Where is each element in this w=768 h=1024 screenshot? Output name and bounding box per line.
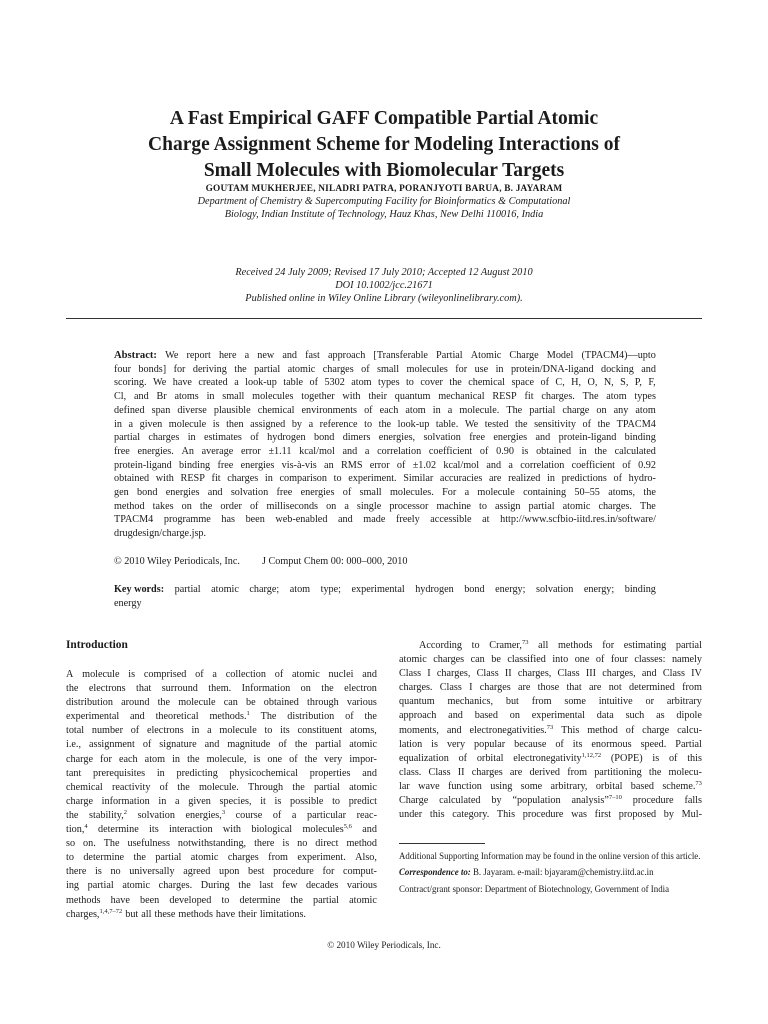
text-line: defined span diverse plausible chemical environments of each atom in a molecule. The partial charge on any atom [114,404,656,416]
journal-citation: J Comput Chem 00: 000–000, 2010 [261,556,408,567]
introduction-left-column [66,668,377,922]
citation-superscript: 1,4,7–72 [99,907,123,915]
header-rule [66,318,702,319]
footnotes [399,850,702,899]
text-line: scoring. We have created a look-up table of 5302 atom types to cover the chemical space of C, H, O, N, S, P, F, [114,377,656,389]
text-line: energy [114,597,142,609]
text-line: Charge calculated by “population analysis”$^{7-10}$ procedure falls [399,794,702,807]
citation-superscript: 5,6 [343,823,352,831]
correspondence-text: B. Jayaram. e-mail: bjayaram@chemistry.iitd.ac.in [472,867,654,878]
published-online: Published online in Wiley Online Library (wileyonlinelibrary.com). [245,293,523,304]
text-line: the stability,$^2$ solvation energies,$^3$ course of a particular reac- [66,808,377,821]
text-line: equalization of orbital electronegativity$^{1,12,72}$ (POPE) is of this [399,751,702,764]
text-line: in a given molecule is then assigned by a reference to the look-up table. We tested the sensitivity of the TPACM4 [114,418,656,430]
copyright-line [114,556,407,567]
citation-superscript: 1 [246,710,250,718]
text-line: gen bond energies and solvation free energies of small molecules. For a molecule containing 50–55 atoms, the [114,487,656,499]
publication-dates [60,266,708,305]
text-line: lation is very popular because of its enormous speed. Partial [399,738,702,750]
citation-superscript: 4 [84,823,88,831]
text-line: A molecule is comprised of a collection of atomic nuclei and [66,669,377,680]
text-line: tion,$^4$ determine its interaction with biological molecules$^{5,6}$ and [66,823,377,836]
citation-superscript: 2 [123,808,127,816]
supporting-info-note: Additional Supporting Information may be found in the online version of this article. [399,851,701,861]
citation-superscript: 73 [695,779,702,787]
paper-title [60,106,708,184]
text-line: there is no universally agreed upon best procedure for comput- [66,866,377,878]
text-line: to determine the partial atomic charges from experiment. Also, [66,852,377,864]
page-footer: © 2010 Wiley Periodicals, Inc. [327,940,441,950]
author-list: GOUTAM MUKHERJEE, NILADRI PATRA, PORANJYOTI BARUA, B. JAYARAM [205,184,563,194]
text-line: total number of electrons in a molecule to its constituent atoms, [66,725,377,737]
abstract-heading: Abstract: [114,350,157,361]
affiliation [60,195,708,221]
text-line: quantum mechanics, but from some intuitive or arbitrary [399,696,702,708]
citation-superscript: 3 [221,808,226,816]
title-line: Small Molecules with Biomolecular Targets [203,160,565,181]
text-line: obtained with RESP fit charges in comparison to experiment. Similar accuracies are realized in predictions of hydro- [114,473,656,485]
correspondence-label: Correspondence to: [399,867,471,878]
text-line: According to Cramer,$^{73}$ all methods for estimating partial [419,639,702,651]
text-line: so on. The usefulness notwithstanding, there is no direct method [66,838,377,850]
text-line: moments, and electronegativities.$^{73}$ This method of charge calcu- [399,723,702,736]
text-line: charges. Class I charges are those that are not determined from [399,682,702,694]
text-line: ing partial atomic charges. During the last few decades various [66,880,377,892]
text-line: Class I charges, Class II charges, Class III charges, and Class IV [399,668,702,680]
text-line: distribution around the molecule can be obtained through various [66,697,377,709]
copyright: © 2010 Wiley Periodicals, Inc. [114,556,240,567]
keywords-heading: Key words: [114,584,165,595]
footnote-rule [399,843,485,844]
text-line: free energies. An average error ±1.11 kcal/mol and a correlation coefficient of 0.90 is obtained in the calculated [114,445,656,457]
received-revised-accepted: Received 24 July 2009; Revised 17 July 2010; Accepted 12 August 2010 [235,267,533,278]
text-line: under this category. This procedure was first proposed by Mul- [399,809,702,821]
text-line: partial charges in estimates of hydrogen bond dimers energies, solvation free energies and protein-ligand binding [114,432,656,444]
text-line: charge information in a given species, it is possible to predict [66,795,377,807]
keywords [114,583,656,610]
text-line: Key words: partial atomic charge; atom type; experimental hydrogen bond energy; solvation energy; binding [114,584,656,595]
text-line: tant prerequisites in predicting physicochemical properties and [66,767,377,779]
text-line: approach and based on experimental data such as dipole [399,710,702,722]
citation-superscript: 1,12,72 [581,751,602,759]
title-line: Charge Assignment Scheme for Modeling Interactions of [148,134,620,155]
text-line: experimental and theoretical methods.$^1$ The distribution of the [66,710,377,723]
abstract [114,349,656,541]
text-line: the electrons that surround them. Information on the electron [66,683,377,695]
citation-superscript: 73 [546,723,554,731]
text-line: chemical reactivity of the molecule. Through the partial atomic [66,781,377,793]
text-line: TPACM4 programme has been web-enabled and made freely accessible at http://www.scfbio-iitd.res.in/software/ [114,514,656,526]
correspondence-note [399,866,702,878]
text-line: lar wave function using some arbitrary, orbital based scheme.$^{73}$ [399,779,702,792]
text-line: i.e., assignment of signature and magnitude of the partial atomic [66,739,377,751]
text-line: atomic charges can be classified into one of four classes: namely [399,654,702,666]
grant-note: Contract/grant sponsor: Department of Biotechnology, Government of India [399,883,670,894]
title-line: A Fast Empirical GAFF Compatible Partial Atomic [169,108,599,129]
text-line: method takes on the order of milliseconds on a single processor machine to assign partial atomic charges. The [114,500,656,512]
text-line: charge for each atom in the molecule, is one of the very impor- [66,753,377,765]
text-line: class. Class II charges are derived from partitioning the molecu- [399,766,702,778]
affiliation-line: Department of Chemistry & Supercomputing Facility for Bioinformatics & Computational [197,196,571,207]
citation-superscript: 7–10 [608,794,622,802]
text-line: Cl, and Br atoms in small molecules together with their quantum mechanical RESP fit charges. The atom types [114,391,656,403]
introduction-right-column [399,639,702,822]
doi: DOI 10.1002/jcc.21671 [335,280,433,291]
citation-superscript: 73 [521,639,529,646]
section-heading-introduction: Introduction [66,639,128,651]
text-line: methods have been developed to determine the partial atomic [66,894,377,906]
text-line: four bonds] for deriving the partial atomic charges of small molecules for use in protein/DNA-ligand docking and [114,363,656,375]
text-line: charges,$^{1,4,7-72}$ but all these methods have their limitations. [66,907,306,920]
text-line: drugdesign/charge.jsp. [114,528,207,540]
affiliation-line: Biology, Indian Institute of Technology, Hauz Khas, New Delhi 110016, India [224,209,544,220]
text-line: Abstract: We report here a new and fast approach [Transferable Partial Atomic Charge Model (TPACM4)—upto [114,350,656,361]
text-line: protein-ligand binding free energies vis-à-vis an RMS error of ±1.02 kcal/mol and a correlation coefficient of 0.92 [114,459,656,471]
